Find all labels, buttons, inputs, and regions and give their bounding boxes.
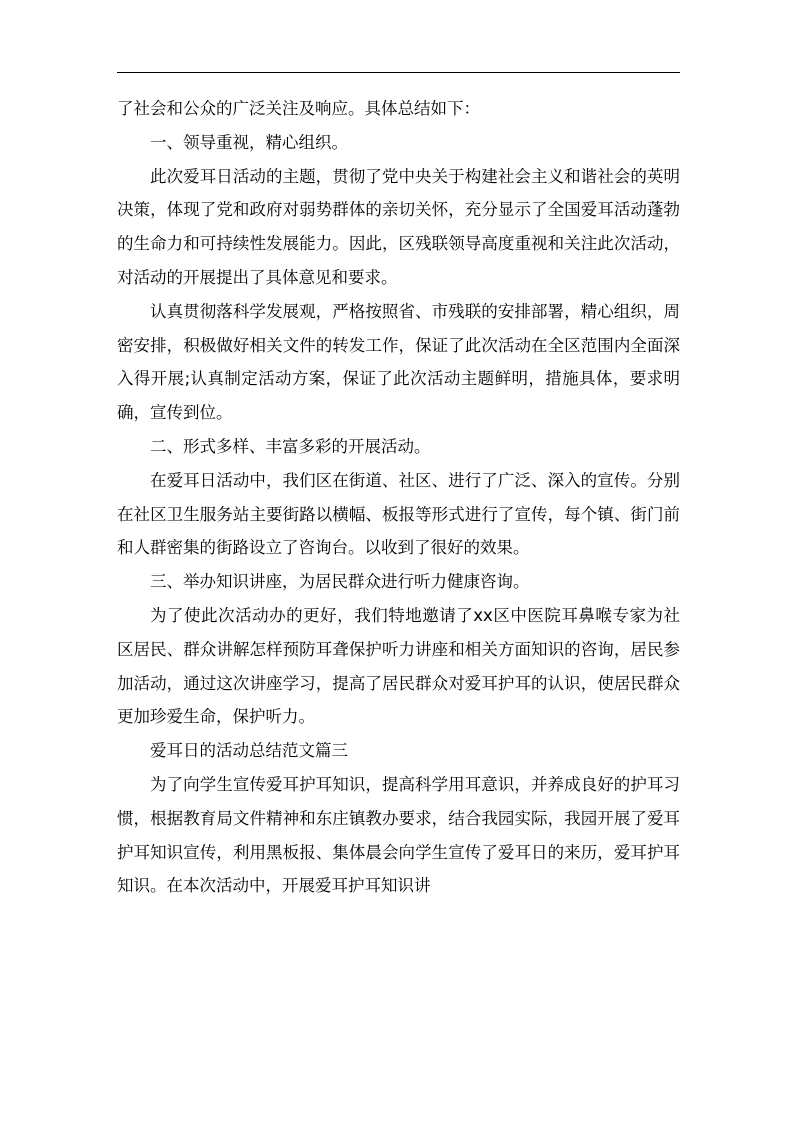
section-heading-3: 三、举办知识讲座，为居民群众进行听力健康咨询。: [150, 572, 530, 592]
section-heading-1: 一、领导重视，精心组织。: [150, 132, 348, 152]
paragraph: 为了使此次活动办的更好，我们特地邀请了xx区中医院耳鼻喉专家为社区居民、群众讲解怎样预防耳聋保护听力讲座和相关方面知识的咨询，居民参加活动，通过这次讲座学习，提高了居民群众对爱耳护耳的认识，使居民群众更加珍爱生命，保护听力。: [117, 605, 680, 727]
paragraph: 为了向学生宣传爱耳护耳知识，提高科学用耳意识，并养成良好的护耳习惯，根据教育局文件精神和东庄镇教办要求，结合我园实际，我园开展了爱耳护耳知识宣传，利用黑板报、集体晨会向学生宣传了爱耳日的来历，爱耳护耳知识。在本次活动中，开展爱耳护耳知识讲: [117, 774, 680, 896]
section-heading-2: 二、形式多样、丰富多彩的开展活动。: [150, 436, 431, 456]
paragraph: 在爱耳日活动中，我们区在街道、社区、进行了广泛、深入的宣传。分别在社区卫生服务站主要街路以横幅、板报等形式进行了宣传，每个镇、街门前和人群密集的街路设立了咨询台。以收到了很好的效果。: [117, 470, 680, 558]
paragraph-continuation: 了社会和公众的广泛关注及响应。具体总结如下：: [117, 99, 480, 118]
paragraph: 认真贯彻落科学发展观，严格按照省、市残联的安排部署，精心组织，周密安排，积极做好相关文件的转发工作，保证了此次活动在全区范围内全面深入得开展;认真制定活动方案，保证了此次活动主题鲜明，措施具体，要求明确，宣传到位。: [117, 301, 680, 423]
paragraph: 此次爱耳日活动的主题，贯彻了党中央关于构建社会主义和谐社会的英明决策，体现了党和政府对弱势群体的亲切关怀，充分显示了全国爱耳活动蓬勃的生命力和可持续性发展能力。因此，区残联领导高度重视和关注此次活动，对活动的开展提出了具体意见和要求。: [117, 166, 680, 287]
header-rule: [117, 72, 680, 73]
article-title: 爱耳日的活动总结范文篇三: [150, 741, 348, 761]
document-body: [117, 92, 680, 903]
